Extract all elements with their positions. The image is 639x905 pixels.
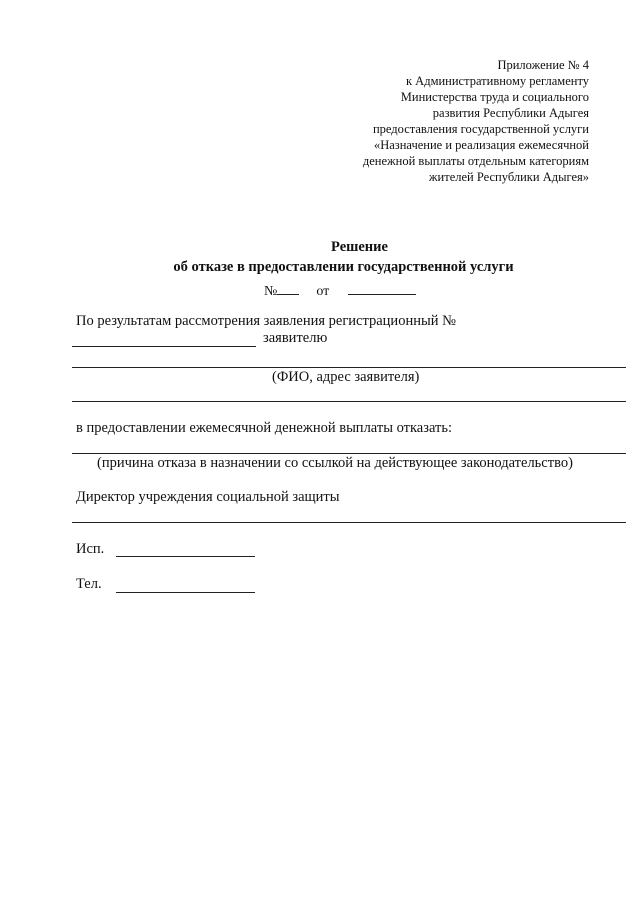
- appendix-line: жителей Республики Адыгея»: [428, 170, 589, 184]
- applicant-label: заявителю: [263, 330, 328, 346]
- date-blank[interactable]: [348, 280, 416, 295]
- appendix-line: Приложение № 4: [497, 58, 589, 72]
- appendix-line: денежной выплаты отдельным категориям: [362, 154, 589, 168]
- applicant-address-line[interactable]: [72, 401, 626, 402]
- number-date-line: [264, 280, 416, 300]
- registration-number-blank[interactable]: [72, 346, 256, 347]
- phone-label: Тел.: [76, 576, 102, 592]
- applicant-fio-line[interactable]: [72, 367, 626, 368]
- from-label: от: [316, 284, 330, 299]
- appendix-line: к Административному регламенту: [405, 74, 589, 88]
- appendix-header: [289, 57, 589, 185]
- fio-caption: (ФИО, адрес заявителя): [272, 369, 420, 385]
- appendix-line: Министерства труда и социального: [400, 90, 589, 104]
- director-signature-line[interactable]: [72, 522, 626, 523]
- document-title: [0, 237, 639, 277]
- phone-blank[interactable]: [116, 592, 255, 593]
- review-text: По результатам рассмотрения заявления регистрационный №: [76, 313, 456, 329]
- refuse-text: в предоставлении ежемесячной денежной выплаты отказать:: [76, 420, 452, 436]
- number-sign: №: [264, 284, 278, 299]
- reason-line[interactable]: [72, 453, 626, 454]
- executor-blank[interactable]: [116, 556, 255, 557]
- director-text: Директор учреждения социальной защиты: [76, 489, 340, 505]
- appendix-line: предоставления государственной услуги: [372, 122, 589, 136]
- number-blank[interactable]: [277, 280, 299, 295]
- executor-label: Исп.: [76, 541, 105, 557]
- reason-caption: (причина отказа в назначении со ссылкой на действующее законодательство): [97, 455, 573, 471]
- title-line-1: Решение: [331, 239, 388, 255]
- title-line-2: об отказе в предоставлении государственной услуги: [173, 259, 514, 275]
- appendix-line: «Назначение и реализация ежемесячной: [373, 138, 589, 152]
- appendix-line: развития Республики Адыгея: [432, 106, 589, 120]
